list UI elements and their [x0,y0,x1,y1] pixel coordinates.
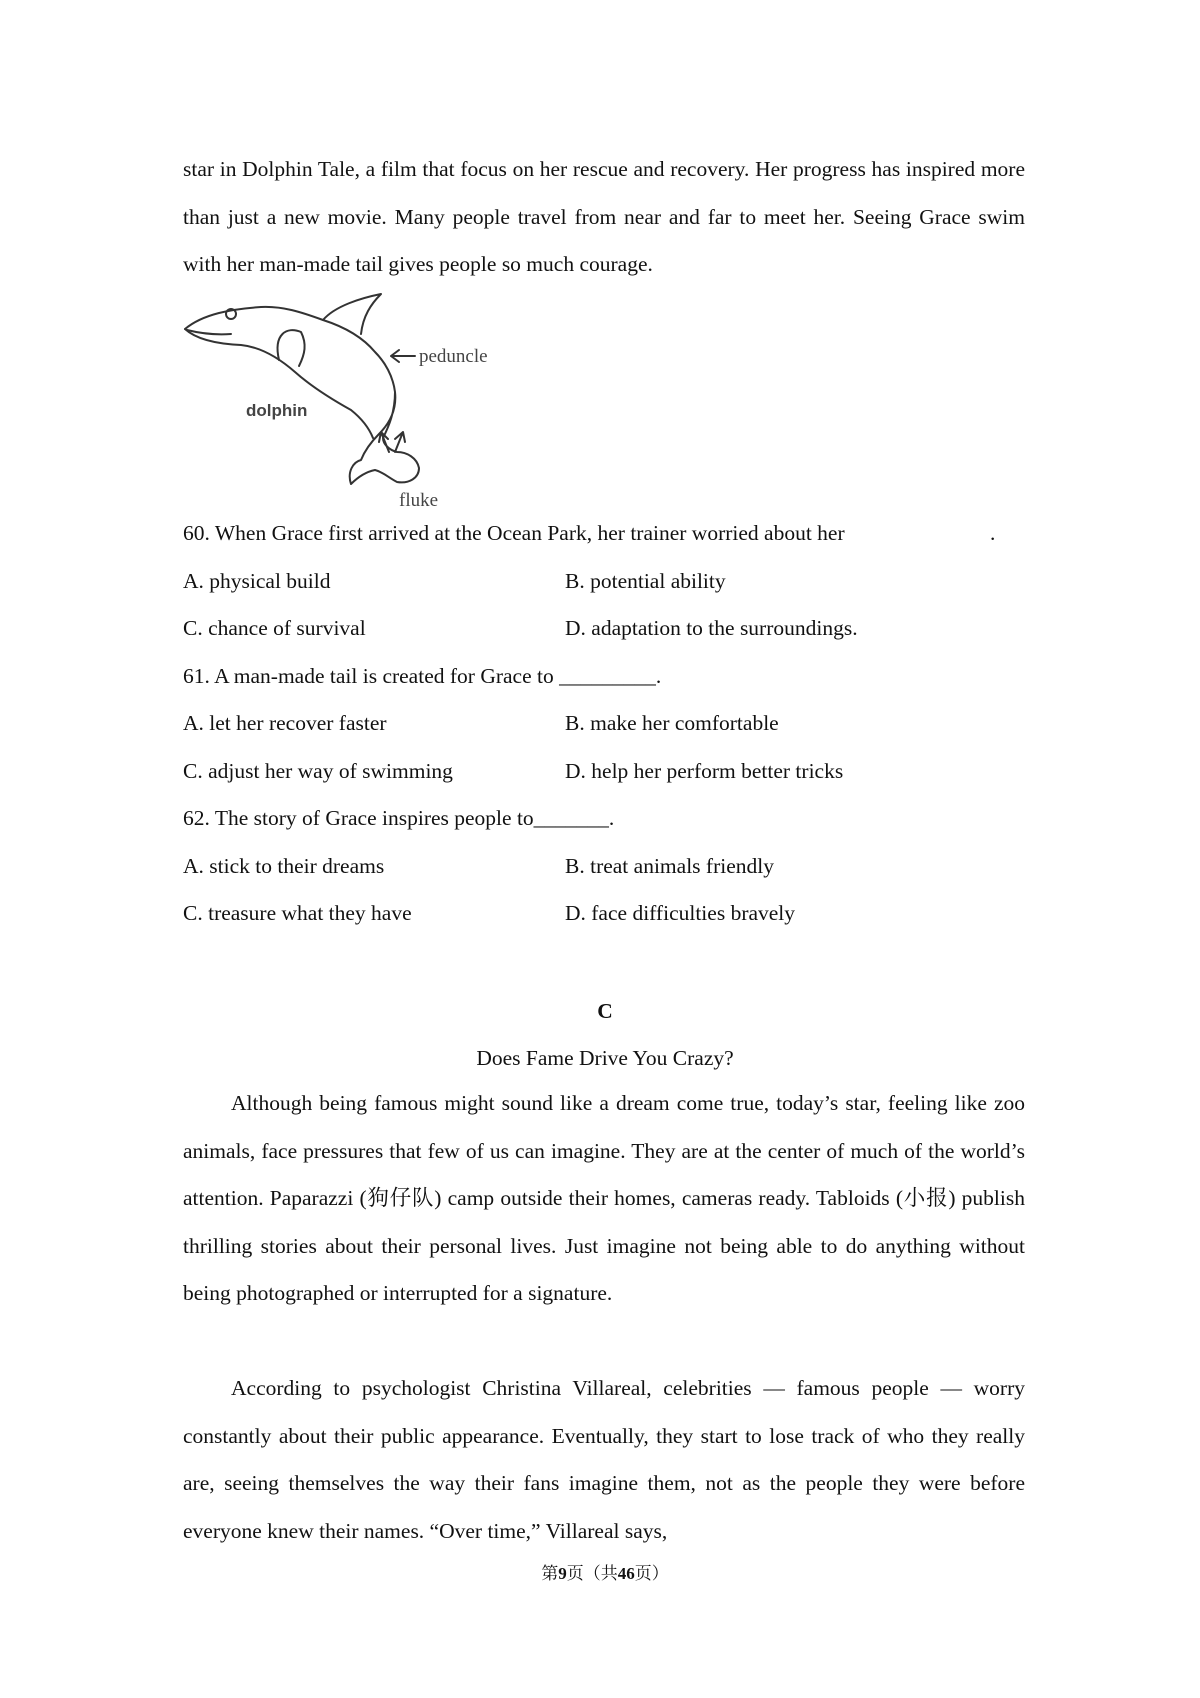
question-62-stem: 62. The story of Grace inspires people to_______. [183,806,615,830]
q62-option-a[interactable]: A. stick to their dreams [183,854,385,878]
q61-option-c[interactable]: C. adjust her way of swimming [183,759,453,783]
q60-option-c[interactable]: C. chance of survival [183,616,366,640]
passage-b-ending: star in Dolphin Tale, a film that focus on her rescue and recovery. Her progress has inspired more than just a new movie. Many people travel from near and far to meet her. Seeing Grace swim with her man-made tail gives people so much courage. [183,157,1025,276]
footer-middle: 页（共 [566,1564,618,1583]
fluke-arrow-left [379,432,389,452]
question-61-stem: 61. A man-made tail is created for Grace to _________. [183,664,662,688]
dolphin-belly-outline [185,329,373,438]
footer-page-number: 9 [558,1564,567,1583]
q62-option-c[interactable]: C. treasure what they have [183,901,412,925]
q61-option-a[interactable]: A. let her recover faster [183,711,387,735]
peduncle-arrow [391,350,415,362]
dolphin-figure [183,292,533,512]
fluke-arrow-right [395,432,405,452]
section-c-paragraph-2: According to psychologist Christina Villareal, celebrities — famous people — worry constantly about their public appearance. Eventually, they start to lose track of who they really are, seeing themselves the way their fans imagine them, not as the people they were before everyone knew their names. “Over time,” Villareal says, [183,1376,1025,1543]
section-c-paragraph-1: Although being famous might sound like a dream come true, today’s star, feeling like zoo animals, face pressures that few of us can imagine. They are at the center of much of the world’s attention. Paparazzi (狗仔队) camp outside their homes, cameras ready. Tabloids (小报) publish thrilling stories about their personal lives. Just imagine not being able to do anything without being photographed or interrupted for a signature. [183,1091,1025,1305]
footer-suffix: 页） [634,1564,669,1583]
q61-option-d[interactable]: D. help her perform better tricks [565,759,844,783]
question-60-period: . [990,521,996,545]
page-footer [0,1562,1200,1586]
section-c-letter: C [597,999,613,1023]
label-dolphin: dolphin [246,401,308,420]
label-fluke: fluke [399,490,439,511]
q60-option-a[interactable]: A. physical build [183,569,331,593]
question-60-stem [183,518,845,548]
q60-option-d[interactable]: D. adaptation to the surroundings. [565,616,858,640]
label-peduncle: peduncle [419,346,488,367]
section-c-title: Does Fame Drive You Crazy? [476,1046,734,1070]
q61-option-b[interactable]: B. make her comfortable [565,711,779,735]
q60-option-b[interactable]: B. potential ability [565,569,726,593]
footer-total-pages: 46 [617,1564,635,1583]
question-60-text: 60. When Grace first arrived at the Ocean Park, her trainer worried about her [183,521,845,545]
dolphin-dorsal-fin [323,294,381,334]
q62-option-d[interactable]: D. face difficulties bravely [565,901,796,925]
dolphin-mouth [187,330,231,334]
footer-prefix: 第 [541,1564,559,1583]
q62-option-b[interactable]: B. treat animals friendly [565,854,774,878]
